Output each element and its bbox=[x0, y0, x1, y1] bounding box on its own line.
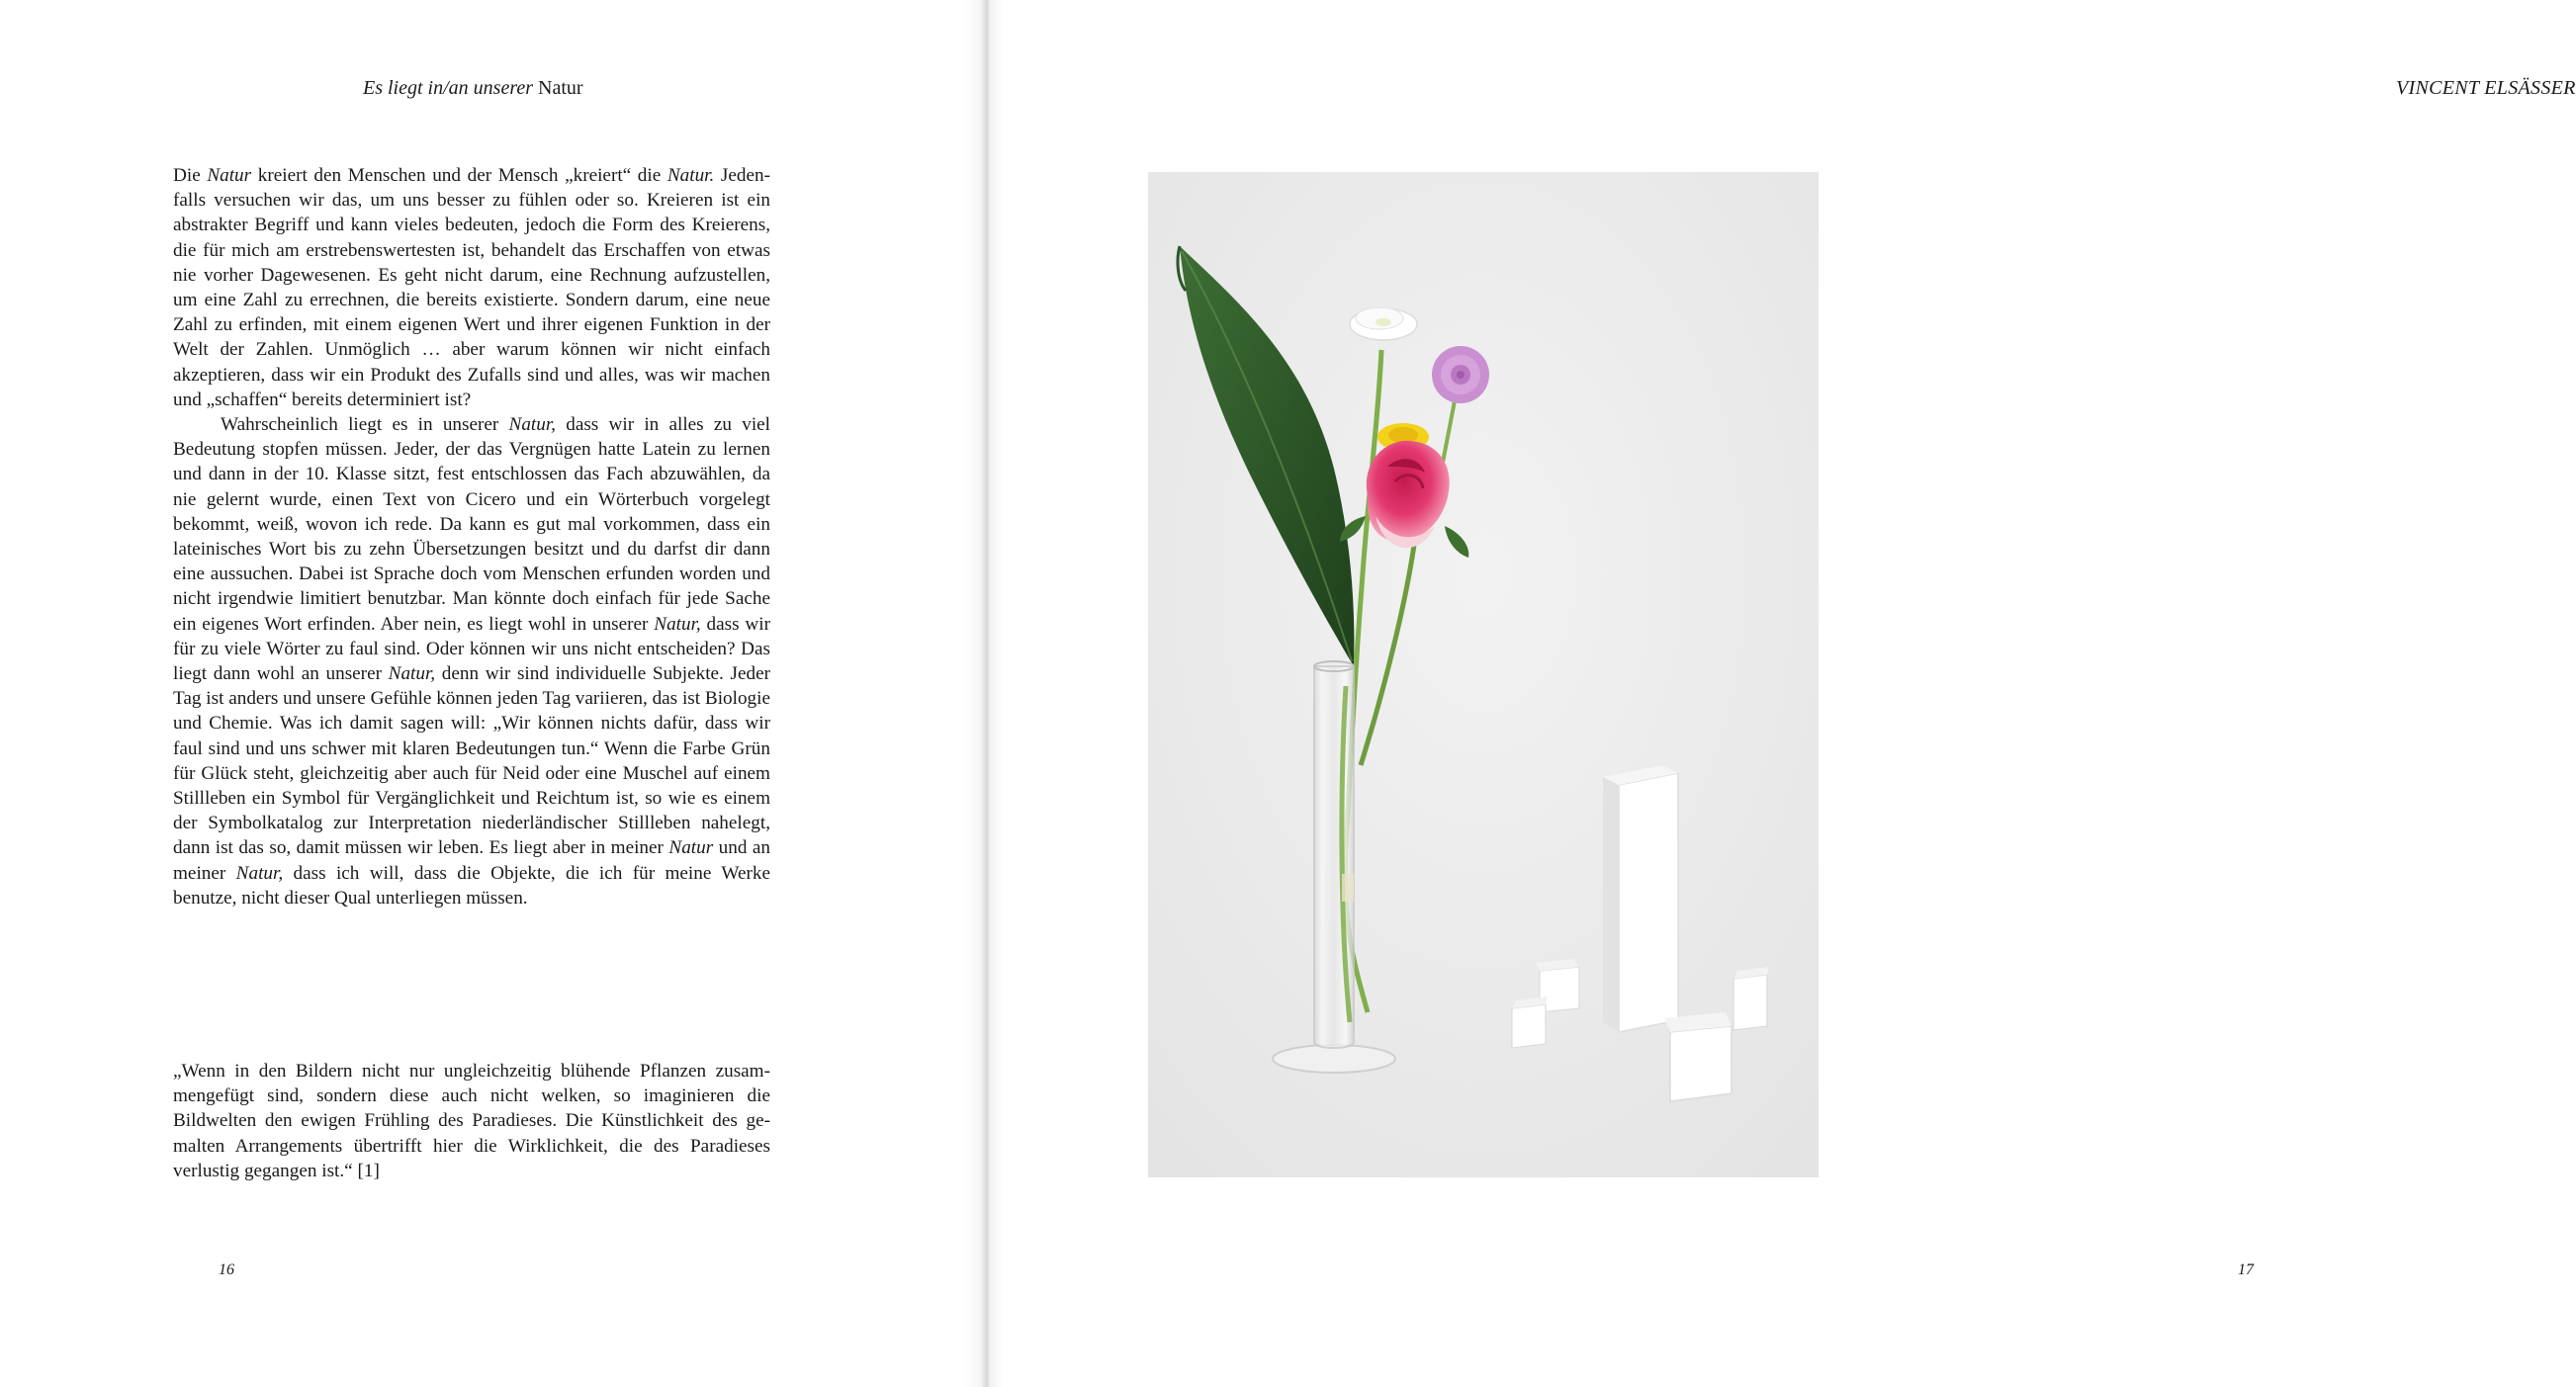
text-run: Wahrscheinlich liegt es in unserer bbox=[221, 414, 509, 436]
italic-term: Natur bbox=[668, 837, 714, 859]
italic-term: Natur, bbox=[388, 663, 436, 685]
block-quote bbox=[173, 1059, 770, 1183]
pink-chrysanthemum bbox=[1432, 346, 1489, 403]
white-cube-4 bbox=[1733, 967, 1769, 1030]
text-run: Die bbox=[173, 165, 208, 186]
italic-term: Natur, bbox=[654, 613, 701, 635]
small-white-cube-2 bbox=[1512, 997, 1548, 1048]
white-chrysanthemum bbox=[1350, 307, 1417, 340]
page-number-left: 16 bbox=[219, 1261, 234, 1278]
text-run: Jedenfalls versuchen wir das, um uns besser zu fühlen oder so. Kreieren ist ein abstrakter Begriff und kann vieles bedeuten, jedoch die Form des Kreierens, die für mich am erstrebenswertesten ist, behandelt das Erschaffen von etwas nie vorher Dagewesenen. Es geht nicht darum, eine Rechnung aufzustellen, um eine Zahl zu errechnen, die bereits existierte. Sondern darum, eine neue Zahl zu erfinden, mit einem eigenen Wert und ihrer eigenen Funktion in der Welt der Zahlen. Unmöglich … aber warum können wir nicht einfach akzeptieren, dass wir ein Produkt des Zufalls sind und alles, was wir machen und „schaffen“ bereits determiniert ist? bbox=[173, 165, 771, 410]
white-cube-3 bbox=[1664, 1012, 1732, 1101]
paragraph-2 bbox=[173, 412, 770, 910]
running-head-right: VINCENT ELSÄSSER bbox=[2396, 77, 2576, 99]
running-head-left bbox=[363, 76, 583, 100]
tall-white-block bbox=[1603, 765, 1678, 1032]
italic-term: Natur, bbox=[235, 862, 284, 884]
running-head-italic: Es liegt in/an unserer bbox=[363, 77, 534, 99]
body-text bbox=[173, 163, 770, 910]
text-run: kreiert den Menschen und der Mensch „kreiert“ die bbox=[251, 165, 667, 186]
quote-text: „Wenn in den Bildern nicht nur ungleichzeitig blühende Pflanzen zusammengefügt sind, sondern diese auch nicht welken, so imaginieren die Bildwelten den ewigen Frühling des Paradieses. Die Künstlichkeit des gemalten Arrangements übertrifft hier die Wirklichkeit, die des Paradieses verlustig gegangen ist.“ [1] bbox=[173, 1061, 770, 1181]
tape-wrap bbox=[1342, 874, 1354, 902]
vase-base bbox=[1273, 1045, 1395, 1073]
text-run: und an meiner bbox=[173, 837, 770, 884]
italic-term: Natur, bbox=[508, 414, 556, 436]
left-page bbox=[0, 0, 979, 1387]
text-run: denn wir sind individuelle Subjekte. Jeder Tag ist anders und unsere Gefühle können jeden Tag variieren, das ist Biologie und Chemie. Was ich damit sagen will: „Wir können nichts dafür, dass wir faul sind und uns schwer mit klaren Bedeutungen tun.“ Wenn die Farbe Grün für Glück steht, gleichzeitig aber auch für Neid oder eine Muschel auf einem Stillleben ein Symbol für Vergänglichkeit und Reichtum ist, so wie es einem der Symbolkatalog zur Interpretation niederländischer Stillleben nahelegt, dann ist das so, damit müssen wir leben. Es liegt aber in meiner bbox=[173, 663, 770, 859]
still-life-illustration bbox=[1148, 172, 1819, 1177]
text-run: dass wir in alles zu viel Bedeutung stopfen müssen. Jeder, der das Vergnügen hatte Latein zu lernen und dann in der 10. Klasse sitzt, fest entschlossen das Fach abzuwählen, da nie gelernt wurde, einen Text von Cicero und ein Wörterbuch vorgelegt bekommt, weiß, wovon ich rede. Da kann es gut mal vorkommen, dass ein lateinisches Wort bis zu zehn Übersetzungen besitzt und du darfst dir dann eine aussuchen. Dabei ist Sprache doch vom Menschen erfunden worden und nicht irgendwie limitiert benutzbar. Man könnte doch einfach für jede Sache ein eigenes Wort erfinden. Aber nein, es liegt wohl in unserer bbox=[173, 414, 770, 635]
text-run: dass ich will, dass die Objekte, die ich für meine Werke benutze, nicht dieser Qual unterliegen müssen. bbox=[173, 862, 770, 909]
page-number-right: 17 bbox=[2238, 1261, 2254, 1278]
italic-term: Natur bbox=[207, 165, 252, 186]
book-gutter-shadow bbox=[964, 0, 1004, 1387]
text-run: dass wir für zu viele Wörter zu faul sind. Oder können wir uns nicht entscheiden? Das liegt dann wohl an unserer bbox=[173, 613, 771, 685]
italic-term: Natur. bbox=[666, 165, 715, 186]
still-life-photograph bbox=[1148, 172, 1819, 1177]
paragraph-1 bbox=[173, 163, 770, 412]
running-head-roman: Natur bbox=[538, 77, 583, 99]
